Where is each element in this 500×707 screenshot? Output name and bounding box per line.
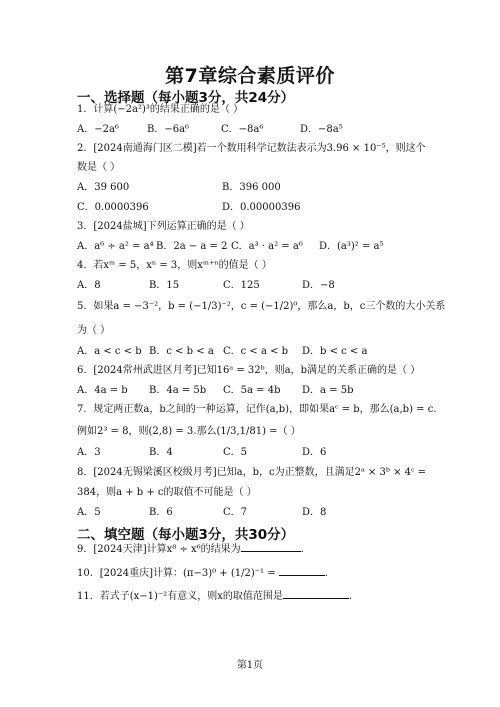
answer-blank[interactable] [279,565,325,576]
option-d: D．−8a⁵ [300,124,343,135]
question-7-continued: 例如2³ = 8，则(2,8) = 3.那么(1/3,1/81) =（ ） [77,426,301,437]
option-d: D．8 [302,507,327,518]
question-6: 6．[2024常州武进区月考]已知16ᵃ = 32ᵇ，则a，b满足的关系正确的是（ ） [77,365,421,376]
question-8-continued: 384，则a + b + c的取值不可能是（ ） [77,487,257,498]
option-b: B．4a = 5b [149,385,207,396]
option-b: B．c < b < a [149,346,214,357]
option-a: A．a < c < b [77,346,142,357]
option-c: C．5 [223,447,248,458]
option-c: C．0.0000396 [77,202,149,213]
option-c: C．7 [223,507,248,518]
option-d: D．(a³)² = a⁵ [319,241,384,252]
option-c: C．5a = 4b [223,385,281,396]
fill-question-10: 10．[2024重庆]计算：(π−3)⁰ + (1/2)⁻¹ = . [77,565,328,580]
fill-question-11: 11．若式子(x−1)⁻²有意义，则x的取值范围是 . [77,588,352,603]
option-c: C．a³ · a² = a⁶ [231,241,303,252]
option-a: A．3 [77,447,101,458]
option-b: B．15 [149,280,180,291]
option-a: A．5 [77,507,101,518]
option-c: C．−8a⁶ [221,124,264,135]
option-b: B．−6a⁶ [147,124,190,135]
option-b: B．396 000 [222,182,281,193]
option-d: D．a = 5b [302,385,354,396]
fill-question-10-text: 10．[2024重庆]计算：(π−3)⁰ + (1/2)⁻¹ = [77,568,276,579]
option-d: D．b < c < a [302,346,368,357]
option-b: B．4 [149,447,173,458]
question-8: 8．[2024无锡梁溪区校级月考]已知a，b，c为正整数，且满足2ᵃ × 3ᵇ × 4ᶜ = [77,467,427,478]
page-number: 第1页 [236,660,264,671]
option-c: C．c < a < b [223,346,289,357]
page-title: 第7章综合素质评价 [165,65,335,87]
option-a: A．4a = b [77,385,128,396]
section-heading-choice: 一、选择题（每小题3分，共24分） [77,90,295,106]
option-b: B．2a − a = 2 [156,241,228,252]
option-a: A．a⁶ ÷ a² = a⁴ [77,241,154,252]
question-4: 4．若xᵐ = 5，xⁿ = 3，则xᵐ⁺ⁿ的值是（ ） [77,260,272,271]
question-1: 1．计算(−2a²)³的结果正确的是（ ） [77,104,244,115]
fill-question-9-text: 9．[2024天津]计算x⁸ ÷ x⁶的结果为 [77,544,241,555]
answer-blank[interactable] [241,541,301,552]
question-7: 7．规定两正数a，b之间的一种运算，记作(a,b)，即如果aᶜ = b，那么(a,b) = c. [77,404,437,415]
option-a: A．−2a⁶ [77,124,119,135]
question-3: 3．[2024盐城]下列运算正确的是（ ） [77,221,250,232]
answer-blank[interactable] [283,588,349,599]
question-5-continued: 为（ ） [77,325,111,336]
question-5: 5．如果a = −3⁻²，b = (−1/3)⁻²，c = (−1/2)⁰，那么a，b，c三个数的大小关系 [77,301,446,312]
option-b: B．6 [149,507,173,518]
option-a: A．39 600 [77,182,130,193]
fill-question-11-text: 11．若式子(x−1)⁻²有意义，则x的取值范围是 [77,591,283,602]
option-d: D．−8 [302,280,335,291]
option-d: D．0.00000396 [222,202,301,213]
section-heading-fill: 二、填空题（每小题3分，共30分） [77,527,295,543]
option-c: C．125 [223,280,260,291]
question-2: 2．[2024南通海门区二模]若一个数用科学记数法表示为3.96 × 10⁻⁵，则这个 [77,143,426,154]
option-d: D．6 [302,447,327,458]
option-a: A．8 [77,280,101,291]
fill-question-9: 9．[2024天津]计算x⁸ ÷ x⁶的结果为 . [77,541,304,556]
question-2-continued: 数是（ ） [77,162,121,173]
